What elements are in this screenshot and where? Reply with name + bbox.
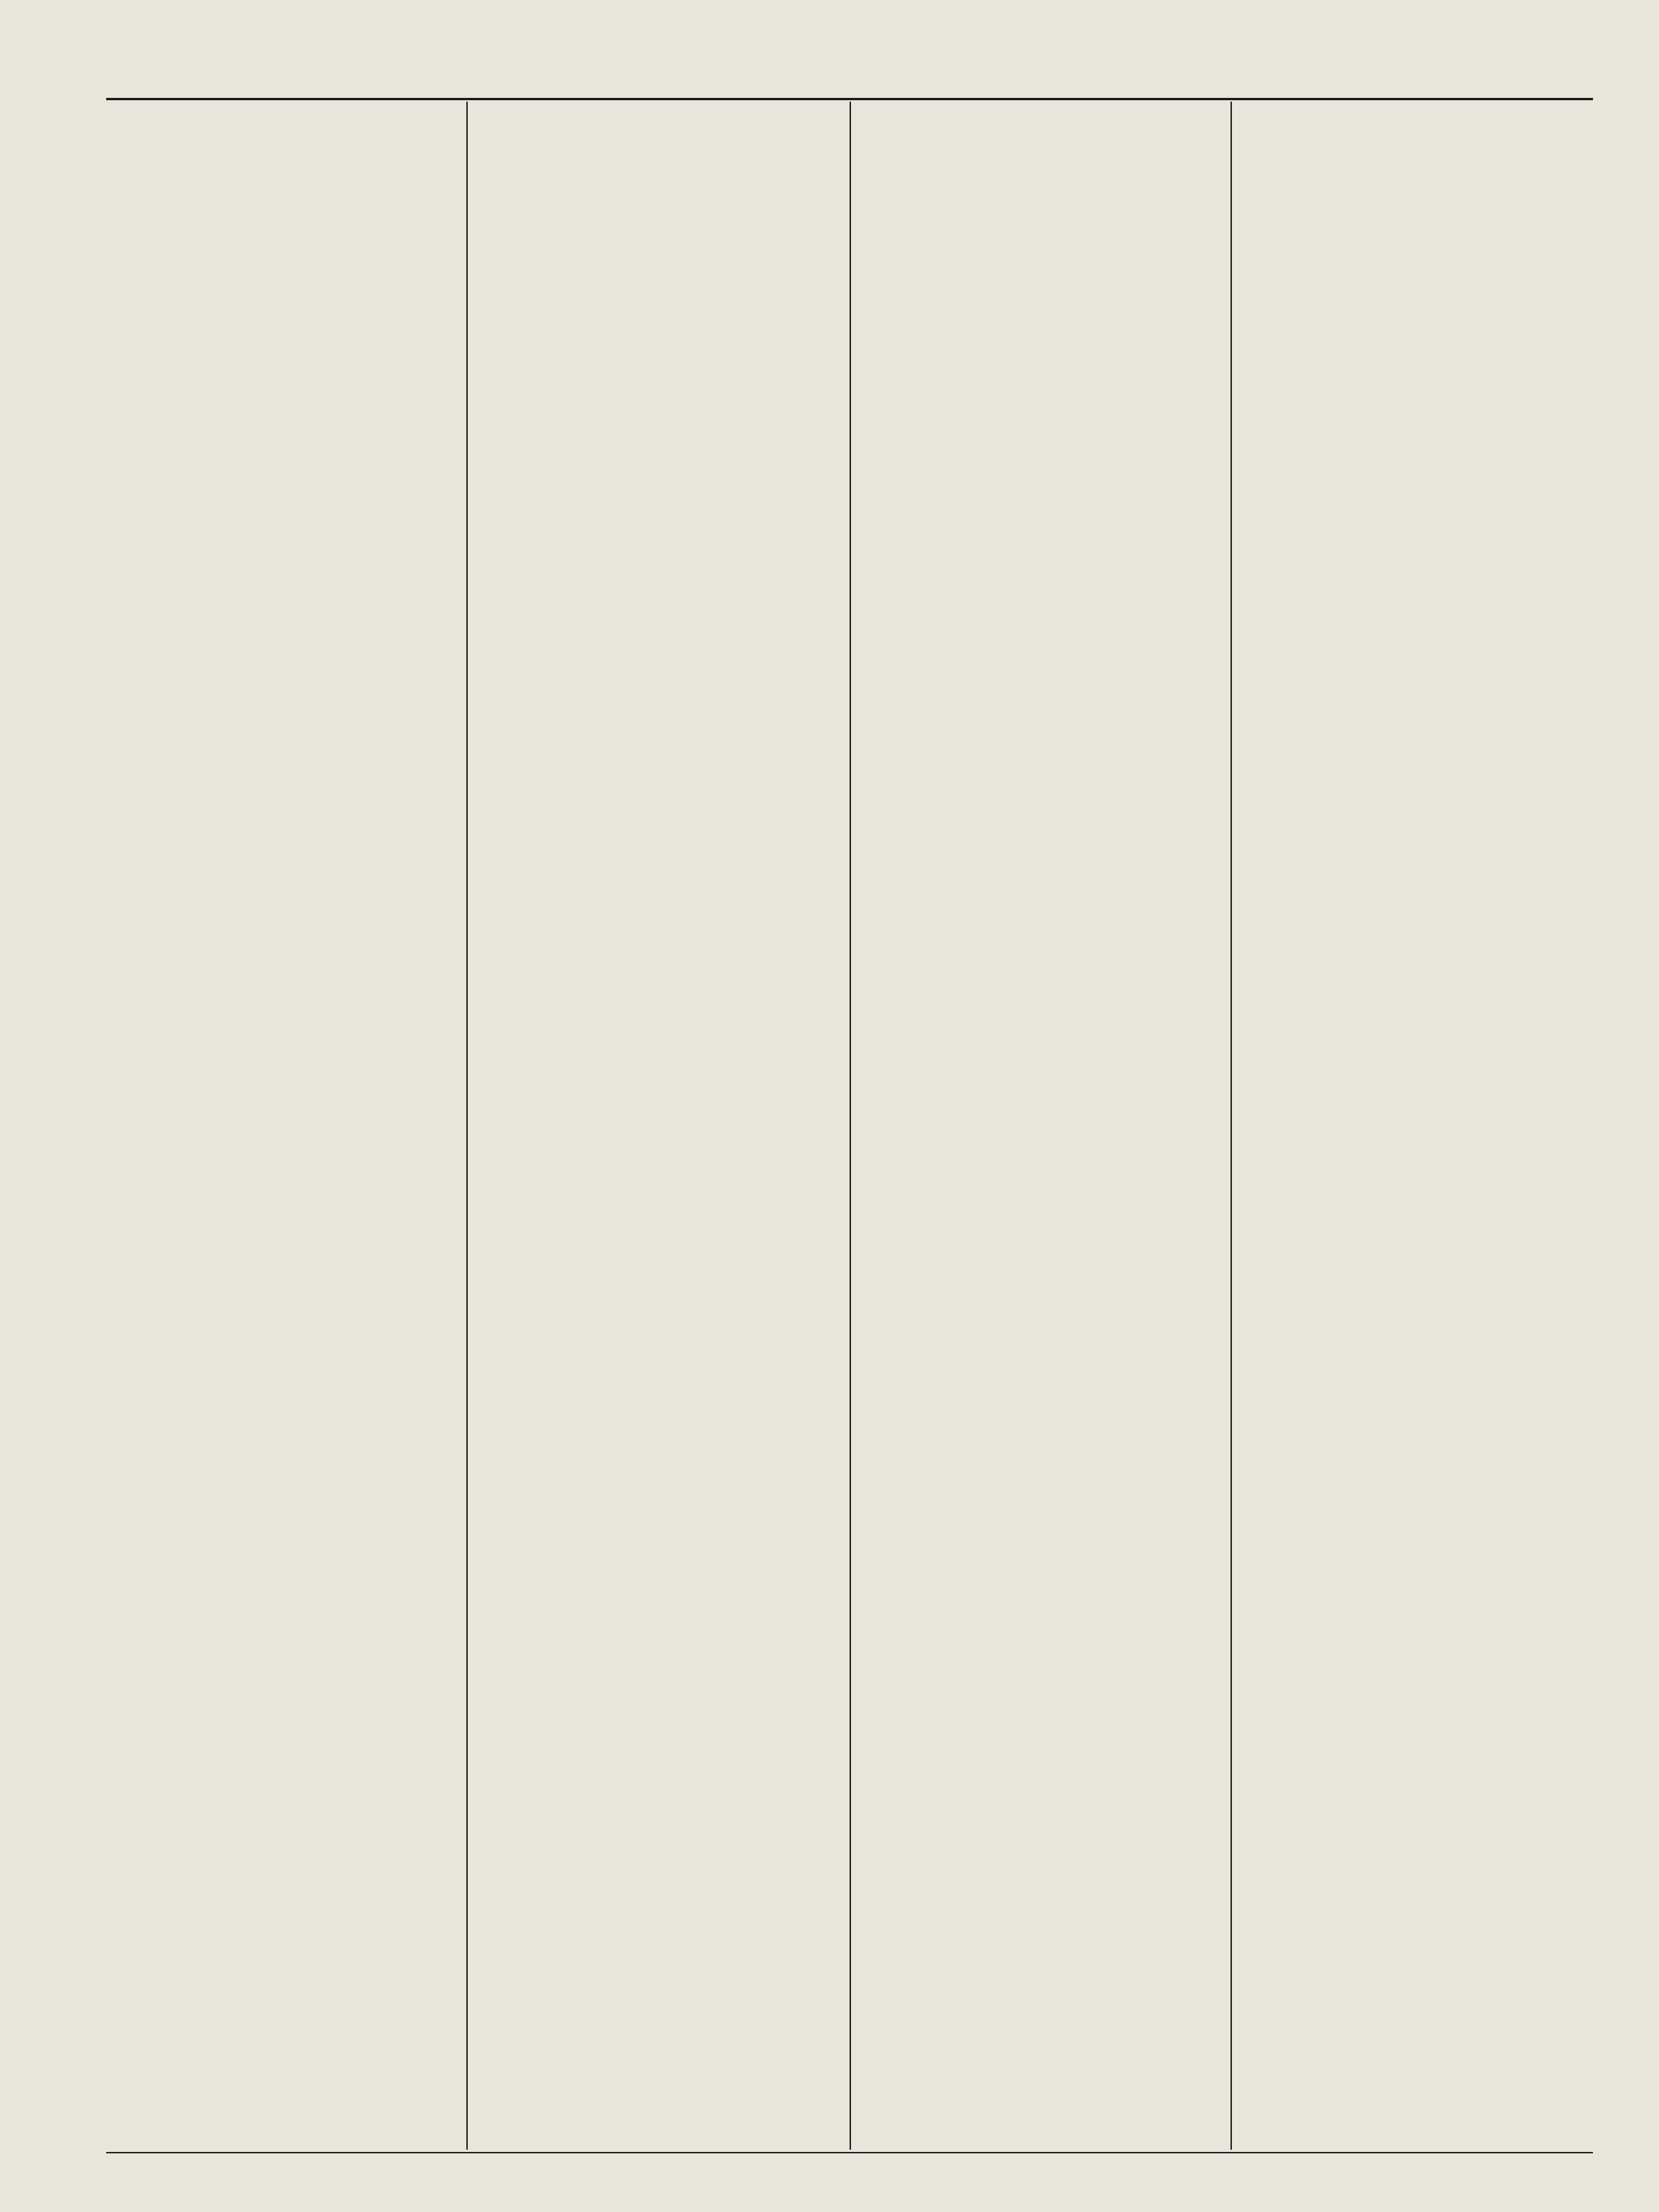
page-header: [111, 64, 1588, 96]
text-column-1: [115, 107, 462, 2148]
column-divider: [850, 102, 851, 2150]
column-divider: [466, 102, 468, 2150]
text-column-2: [472, 107, 845, 2148]
column-divider: [1231, 102, 1232, 2150]
footer-rule: [106, 2152, 1593, 2153]
header-rule: [106, 98, 1593, 100]
devisen-column: [855, 107, 1226, 2148]
effekten-column: [1236, 107, 1592, 2148]
